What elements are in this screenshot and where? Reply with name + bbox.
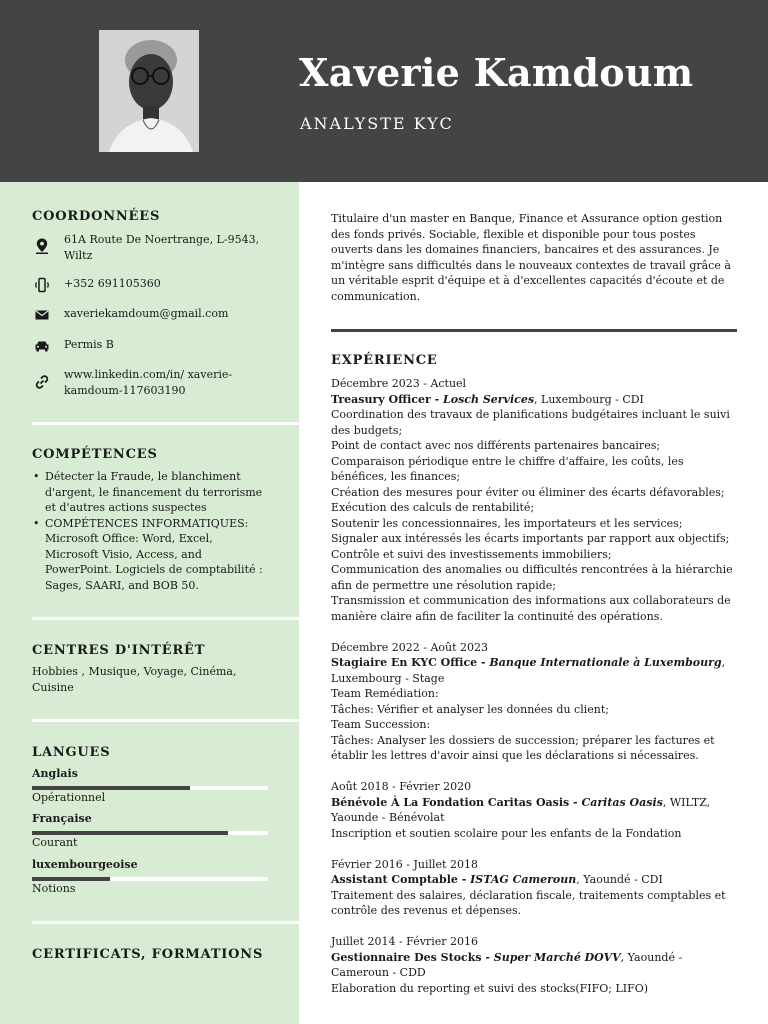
- section-divider: [32, 422, 299, 425]
- experience-description-line: Transmission et communication des informations aux collaborateurs de manière claire afin de faciliter la continuité des opérations.: [331, 594, 731, 623]
- profile-photo: [99, 30, 199, 152]
- email-icon: [33, 306, 51, 324]
- experience-entry: [331, 640, 737, 764]
- experience-section-title: EXPÉRIENCE: [331, 353, 438, 368]
- profile-summary: Titulaire d'un master en Banque, Finance et Assurance option gestion des fonds privés. Sociable, flexible et disponible pour tous postes ouverts dans les domaines financiers, bancaires et des assurances. Je m'intègre sans difficultés dans le nouveaux contextes de travail grâce à un véritable esprit d'équipe et à d'excellentes capacités d'écoute et de communication.: [331, 212, 731, 303]
- experience-role: Gestionnaire Des Stocks -: [331, 950, 494, 964]
- language-level-bar: [32, 877, 268, 881]
- experience-dates: Août 2018 - Février 2020: [331, 780, 472, 793]
- experience-entry: [331, 779, 737, 841]
- language-name: Française: [32, 812, 92, 825]
- section-divider: [32, 617, 299, 620]
- experience-company: Losch Services: [443, 392, 535, 406]
- language-name: luxembourgeoise: [32, 858, 138, 871]
- language-name: Anglais: [32, 767, 78, 780]
- experience-role: Stagiaire En KYC Office -: [331, 656, 490, 669]
- section-divider: [32, 719, 299, 722]
- language-level: Courant: [32, 836, 78, 849]
- language-level-fill: [32, 831, 228, 835]
- experience-description-line: Team Succession:: [331, 718, 431, 731]
- experience-description-line: Coordination des travaux de planifications budgétaires incluant le suivi des budgets;: [331, 408, 730, 437]
- experience-company: ISTAG Cameroun: [470, 873, 577, 886]
- experience-location: , WILTZ, Yaounde - Bénévolat: [331, 795, 711, 824]
- experience-description-line: Tâches: Analyser les dossiers de succession; préparer les factures et établir les lettres d'avoir ainsi que les déclarations si nécessaires.: [331, 733, 715, 762]
- section-divider: [331, 329, 737, 332]
- experience-role: Bénévole À La Fondation Caritas Oasis -: [331, 795, 582, 809]
- experience-location: , Luxembourg - Stage: [331, 656, 726, 685]
- link-icon: [33, 373, 51, 391]
- experience-dates: Décembre 2023 - Actuel: [331, 377, 467, 390]
- job-title: ANALYSTE KYC: [300, 114, 454, 133]
- section-divider: [32, 921, 299, 924]
- interests-section-title: CENTRES D'INTÉRÊT: [32, 643, 206, 658]
- experience-description-line: Elaboration du reporting et suivi des stocks(FIFO; LIFO): [331, 981, 649, 995]
- contact-linkedin[interactable]: www.linkedin.com/in/ xaverie-kamdoum-117603190: [64, 368, 233, 397]
- experience-company: Banque Internationale à Luxembourg: [489, 656, 722, 669]
- skill-item: • Détecter la Fraude, le blanchiment d'argent, le financement du terrorisme et d'autres actions suspectes: [32, 469, 268, 516]
- experience-description-line: Exécution des calculs de rentabilité;: [331, 501, 535, 514]
- experience-entry: [331, 857, 737, 919]
- candidate-name: Xaverie Kamdoum: [299, 50, 694, 95]
- experience-location: , Yaoundé - CDI: [576, 873, 663, 886]
- experience-company: Super Marché DOVV: [493, 950, 621, 964]
- experience-description-line: Signaler aux intéressés les écarts importants par rapport aux objectifs;: [331, 532, 730, 545]
- experience-dates: Février 2016 - Juillet 2018: [331, 857, 478, 871]
- contact-section-title: COORDONNÉES: [32, 209, 161, 224]
- experience-description-line: Inscription et soutien scolaire pour les enfants de la Fondation: [331, 826, 682, 840]
- skills-section-title: COMPÉTENCES: [32, 447, 158, 462]
- experience-description-line: Création des mesures pour éviter ou éliminer des écarts défavorables;: [331, 485, 725, 499]
- experience-role: Treasury Officer -: [331, 392, 444, 406]
- experience-dates: Décembre 2022 - Août 2023: [331, 640, 489, 654]
- contact-email[interactable]: xaveriekamdoum@gmail.com: [64, 307, 229, 320]
- experience-description-line: Communication des anomalies ou difficultés rencontrées à la hiérarchie afin de permettre une résolution rapide;: [331, 563, 733, 592]
- experience-list: [331, 376, 737, 1012]
- experience-description-line: Tâches: Vérifier et analyser les données du client;: [331, 702, 609, 716]
- language-level-bar: [32, 831, 268, 835]
- skill-item: • COMPÉTENCES INFORMATIQUES: Microsoft Office: Word, Excel, Microsoft Visio, Access, and PowerPoint. Logiciels de comptabilité : Sages, SAARI, and BOB 50.: [32, 516, 268, 594]
- experience-description-line: Team Remédiation:: [331, 687, 439, 700]
- experience-description-line: Traitement des salaires, déclaration fiscale, traitements comptables et contrôle des revenus et dépenses.: [331, 888, 726, 917]
- contact-license: Permis B: [64, 338, 114, 351]
- experience-description-line: Point de contact avec nos différents partenaires bancaires;: [331, 439, 661, 452]
- experience-heading: [331, 795, 737, 826]
- language-level: Notions: [32, 882, 76, 895]
- experience-heading: [331, 950, 737, 981]
- experience-entry: [331, 376, 737, 624]
- location-pin-icon: [33, 237, 51, 255]
- language-level-fill: [32, 786, 190, 790]
- experience-description-line: Soutenir les concessionnaires, les importateurs et les services;: [331, 516, 683, 530]
- experience-description-line: Comparaison périodique entre le chiffre d'affaire, les coûts, les bénéfices, les finances;: [331, 454, 684, 483]
- language-level-bar: [32, 786, 268, 790]
- experience-location: , Yaoundé - Cameroun - CDD: [331, 950, 683, 979]
- experience-location: , Luxembourg - CDI: [534, 392, 644, 406]
- certificates-section-title: CERTIFICATS, FORMATIONS: [32, 947, 264, 962]
- contact-address: 61A Route De Noertrange, L-9543, Wiltz: [64, 233, 260, 262]
- phone-icon: [33, 276, 51, 294]
- experience-entry: [331, 934, 737, 996]
- experience-role: Assistant Comptable -: [331, 873, 471, 886]
- experience-description-line: Contrôle et suivi des investissements immobiliers;: [331, 547, 612, 561]
- languages-section-title: LANGUES: [32, 745, 111, 760]
- skills-list: [32, 469, 268, 593]
- experience-heading: [331, 872, 737, 888]
- header-banner: [0, 0, 768, 182]
- experience-heading: [331, 392, 737, 408]
- experience-heading: [331, 655, 737, 686]
- experience-company: Caritas Oasis: [581, 795, 663, 809]
- experience-dates: Juillet 2014 - Février 2016: [331, 935, 478, 948]
- interests-text: Hobbies , Musique, Voyage, Cinéma, Cuisine: [32, 665, 237, 694]
- language-level: Opérationnel: [32, 791, 106, 804]
- car-icon: [33, 337, 51, 355]
- language-level-fill: [32, 877, 110, 881]
- contact-phone[interactable]: +352 691105360: [64, 277, 161, 290]
